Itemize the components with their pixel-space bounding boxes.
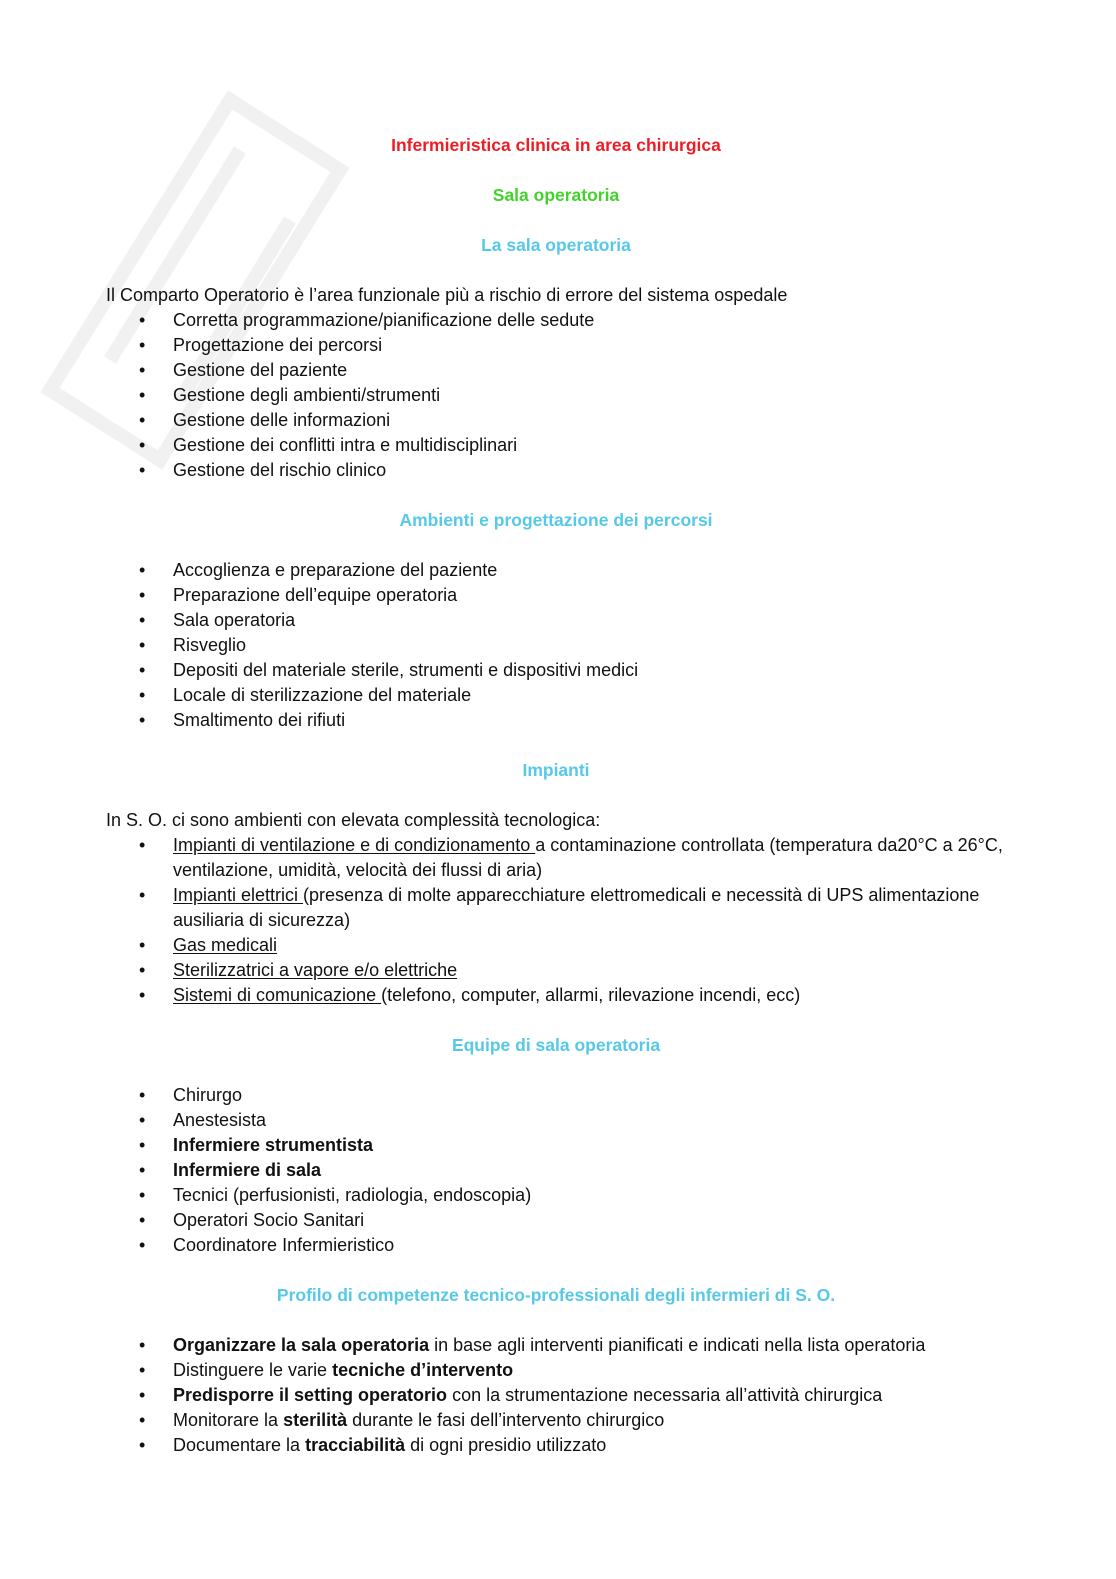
list-item-underlined-text: Sterilizzatrici a vapore e/o elettriche bbox=[173, 960, 458, 980]
list-item bbox=[106, 683, 1006, 708]
list-item bbox=[106, 633, 1006, 658]
subsection-title-ambienti: Ambienti e progettazione dei percorsi bbox=[399, 510, 713, 530]
list-item bbox=[106, 408, 1006, 433]
list-item bbox=[106, 1358, 1006, 1383]
list-item bbox=[106, 1133, 1006, 1158]
list-item-text: Progettazione dei percorsi bbox=[173, 335, 383, 355]
list-item-text: Gestione del rischio clinico bbox=[173, 460, 387, 480]
list-item-bold-text: Predisporre il setting operatorio bbox=[173, 1385, 448, 1405]
list-item-text: Gestione delle informazioni bbox=[173, 410, 391, 430]
list-item bbox=[106, 1158, 1006, 1183]
list-item-text: Preparazione dell’equipe operatoria bbox=[173, 585, 458, 605]
bullet-icon: • bbox=[139, 1135, 146, 1155]
bullet-icon: • bbox=[139, 1210, 146, 1230]
document-title: Infermieristica clinica in area chirurgica bbox=[391, 135, 721, 155]
list-item bbox=[106, 458, 1006, 483]
list-item-text: Corretta programmazione/pianificazione delle sedute bbox=[173, 310, 595, 330]
bullet-icon: • bbox=[139, 610, 146, 630]
list-item-text: (presenza di molte apparecchiature elettromedicali e necessità di UPS alimentazione ausiliaria di sicurezza) bbox=[173, 885, 980, 930]
list-item bbox=[106, 308, 1006, 333]
bullet-icon: • bbox=[139, 560, 146, 580]
list-ambienti bbox=[106, 558, 1006, 733]
bullet-icon: • bbox=[139, 335, 146, 355]
list-item bbox=[106, 1108, 1006, 1133]
document-content bbox=[106, 133, 1006, 1458]
list-item-underlined-text: Gas medicali bbox=[173, 935, 278, 955]
subsection-title-impianti: Impianti bbox=[522, 760, 590, 780]
list-item bbox=[106, 333, 1006, 358]
list-item bbox=[106, 1183, 1006, 1208]
bullet-icon: • bbox=[139, 435, 146, 455]
intro-impianti: In S. O. ci sono ambienti con elevata complessità tecnologica: bbox=[106, 810, 601, 830]
bullet-icon: • bbox=[139, 1160, 146, 1180]
bullet-icon: • bbox=[139, 835, 146, 855]
bullet-icon: • bbox=[139, 1185, 146, 1205]
list-item-text: Gestione dei conflitti intra e multidisciplinari bbox=[173, 435, 518, 455]
list-item bbox=[106, 1433, 1006, 1458]
list-item-bold-text: tecniche d’intervento bbox=[332, 1360, 514, 1380]
list-item-text: con la strumentazione necessaria all’attività chirurgica bbox=[447, 1385, 883, 1405]
list-item-text: Gestione del paziente bbox=[173, 360, 348, 380]
bullet-icon: • bbox=[139, 1110, 146, 1130]
list-item bbox=[106, 658, 1006, 683]
bullet-icon: • bbox=[139, 585, 146, 605]
list-item-text: Anestesista bbox=[173, 1110, 267, 1130]
list-item-text: Sala operatoria bbox=[173, 610, 296, 630]
list-item bbox=[106, 708, 1006, 733]
list-item bbox=[106, 1083, 1006, 1108]
list-impianti bbox=[106, 833, 1006, 1008]
list-item-underlined-text: Sistemi di comunicazione bbox=[173, 985, 382, 1005]
list-item bbox=[106, 958, 1006, 983]
list-item bbox=[106, 983, 1006, 1008]
list-item-text: durante le fasi dell’intervento chirurgico bbox=[347, 1410, 665, 1430]
list-item bbox=[106, 1408, 1006, 1433]
bullet-icon: • bbox=[139, 385, 146, 405]
bullet-icon: • bbox=[139, 410, 146, 430]
list-item-text: Infermiere di sala bbox=[173, 1160, 322, 1180]
list-item-text: Coordinatore Infermieristico bbox=[173, 1235, 395, 1255]
list-item-text: a contaminazione controllata (temperatura da20°C a 26°C, ventilazione, umidità, velocità dei flussi di aria) bbox=[173, 835, 1003, 880]
bullet-icon: • bbox=[139, 685, 146, 705]
list-item bbox=[106, 1333, 1006, 1358]
bullet-icon: • bbox=[139, 710, 146, 730]
list-item-text: Gestione degli ambienti/strumenti bbox=[173, 385, 441, 405]
list-item-text: Chirurgo bbox=[173, 1085, 243, 1105]
list-item bbox=[106, 883, 1006, 933]
bullet-icon: • bbox=[139, 1360, 146, 1380]
list-item-text: Risveglio bbox=[173, 635, 247, 655]
bullet-icon: • bbox=[139, 635, 146, 655]
subsection-title-competenze: Profilo di competenze tecnico-professionali degli infermieri di S. O. bbox=[276, 1285, 836, 1305]
bullet-icon: • bbox=[139, 1435, 146, 1455]
list-item-text: Depositi del materiale sterile, strumenti e dispositivi medici bbox=[173, 660, 639, 680]
bullet-icon: • bbox=[139, 985, 146, 1005]
list-item-underlined-text: Impianti di ventilazione e di condizionamento bbox=[173, 835, 536, 855]
list-competenze bbox=[106, 1333, 1006, 1458]
list-item bbox=[106, 383, 1006, 408]
bullet-icon: • bbox=[139, 360, 146, 380]
subsection-title-sala-operatoria: La sala operatoria bbox=[481, 235, 631, 255]
list-item-bold-text: Organizzare la sala operatoria bbox=[173, 1335, 430, 1355]
list-equipe bbox=[106, 1083, 1006, 1258]
list-item bbox=[106, 833, 1006, 883]
bullet-icon: • bbox=[139, 310, 146, 330]
bullet-icon: • bbox=[139, 885, 146, 905]
bullet-icon: • bbox=[139, 1335, 146, 1355]
list-item-text: (telefono, computer, allarmi, rilevazione incendi, ecc) bbox=[381, 985, 801, 1005]
list-item bbox=[106, 608, 1006, 633]
bullet-icon: • bbox=[139, 1235, 146, 1255]
list-item-text: Operatori Socio Sanitari bbox=[173, 1210, 365, 1230]
bullet-icon: • bbox=[139, 1385, 146, 1405]
list-item bbox=[106, 1208, 1006, 1233]
list-item-text: Smaltimento dei rifiuti bbox=[173, 710, 346, 730]
list-item-text: di ogni presidio utilizzato bbox=[405, 1435, 607, 1455]
list-item-bold-text: tracciabilità bbox=[305, 1435, 406, 1455]
bullet-icon: • bbox=[139, 960, 146, 980]
list-item-text: Infermiere strumentista bbox=[173, 1135, 374, 1155]
list-item bbox=[106, 583, 1006, 608]
list-item-text: Distinguere le varie bbox=[173, 1360, 333, 1380]
list-item bbox=[106, 358, 1006, 383]
section-title: Sala operatoria bbox=[492, 185, 620, 205]
bullet-icon: • bbox=[139, 1410, 146, 1430]
subsection-title-equipe: Equipe di sala operatoria bbox=[451, 1035, 661, 1055]
list-item-text: Monitorare la bbox=[173, 1410, 284, 1430]
list-item bbox=[106, 558, 1006, 583]
list-item bbox=[106, 933, 1006, 958]
list-item-text: Locale di sterilizzazione del materiale bbox=[173, 685, 472, 705]
list-item bbox=[106, 1233, 1006, 1258]
list-item-text: Tecnici (perfusionisti, radiologia, endoscopia) bbox=[173, 1185, 532, 1205]
intro-comparto-operatorio: Il Comparto Operatorio è l’area funzionale più a rischio di errore del sistema ospedale bbox=[106, 285, 788, 305]
bullet-icon: • bbox=[139, 660, 146, 680]
list-item bbox=[106, 1383, 1006, 1408]
bullet-icon: • bbox=[139, 460, 146, 480]
list-item-underlined-text: Impianti elettrici bbox=[173, 885, 304, 905]
bullet-icon: • bbox=[139, 935, 146, 955]
list-item-text: in base agli interventi pianificati e indicati nella lista operatoria bbox=[429, 1335, 926, 1355]
list-item-bold-text: sterilità bbox=[283, 1410, 348, 1430]
list-gestione bbox=[106, 308, 1006, 483]
list-item-text: Documentare la bbox=[173, 1435, 306, 1455]
bullet-icon: • bbox=[139, 1085, 146, 1105]
list-item-text: Accoglienza e preparazione del paziente bbox=[173, 560, 498, 580]
list-item bbox=[106, 433, 1006, 458]
